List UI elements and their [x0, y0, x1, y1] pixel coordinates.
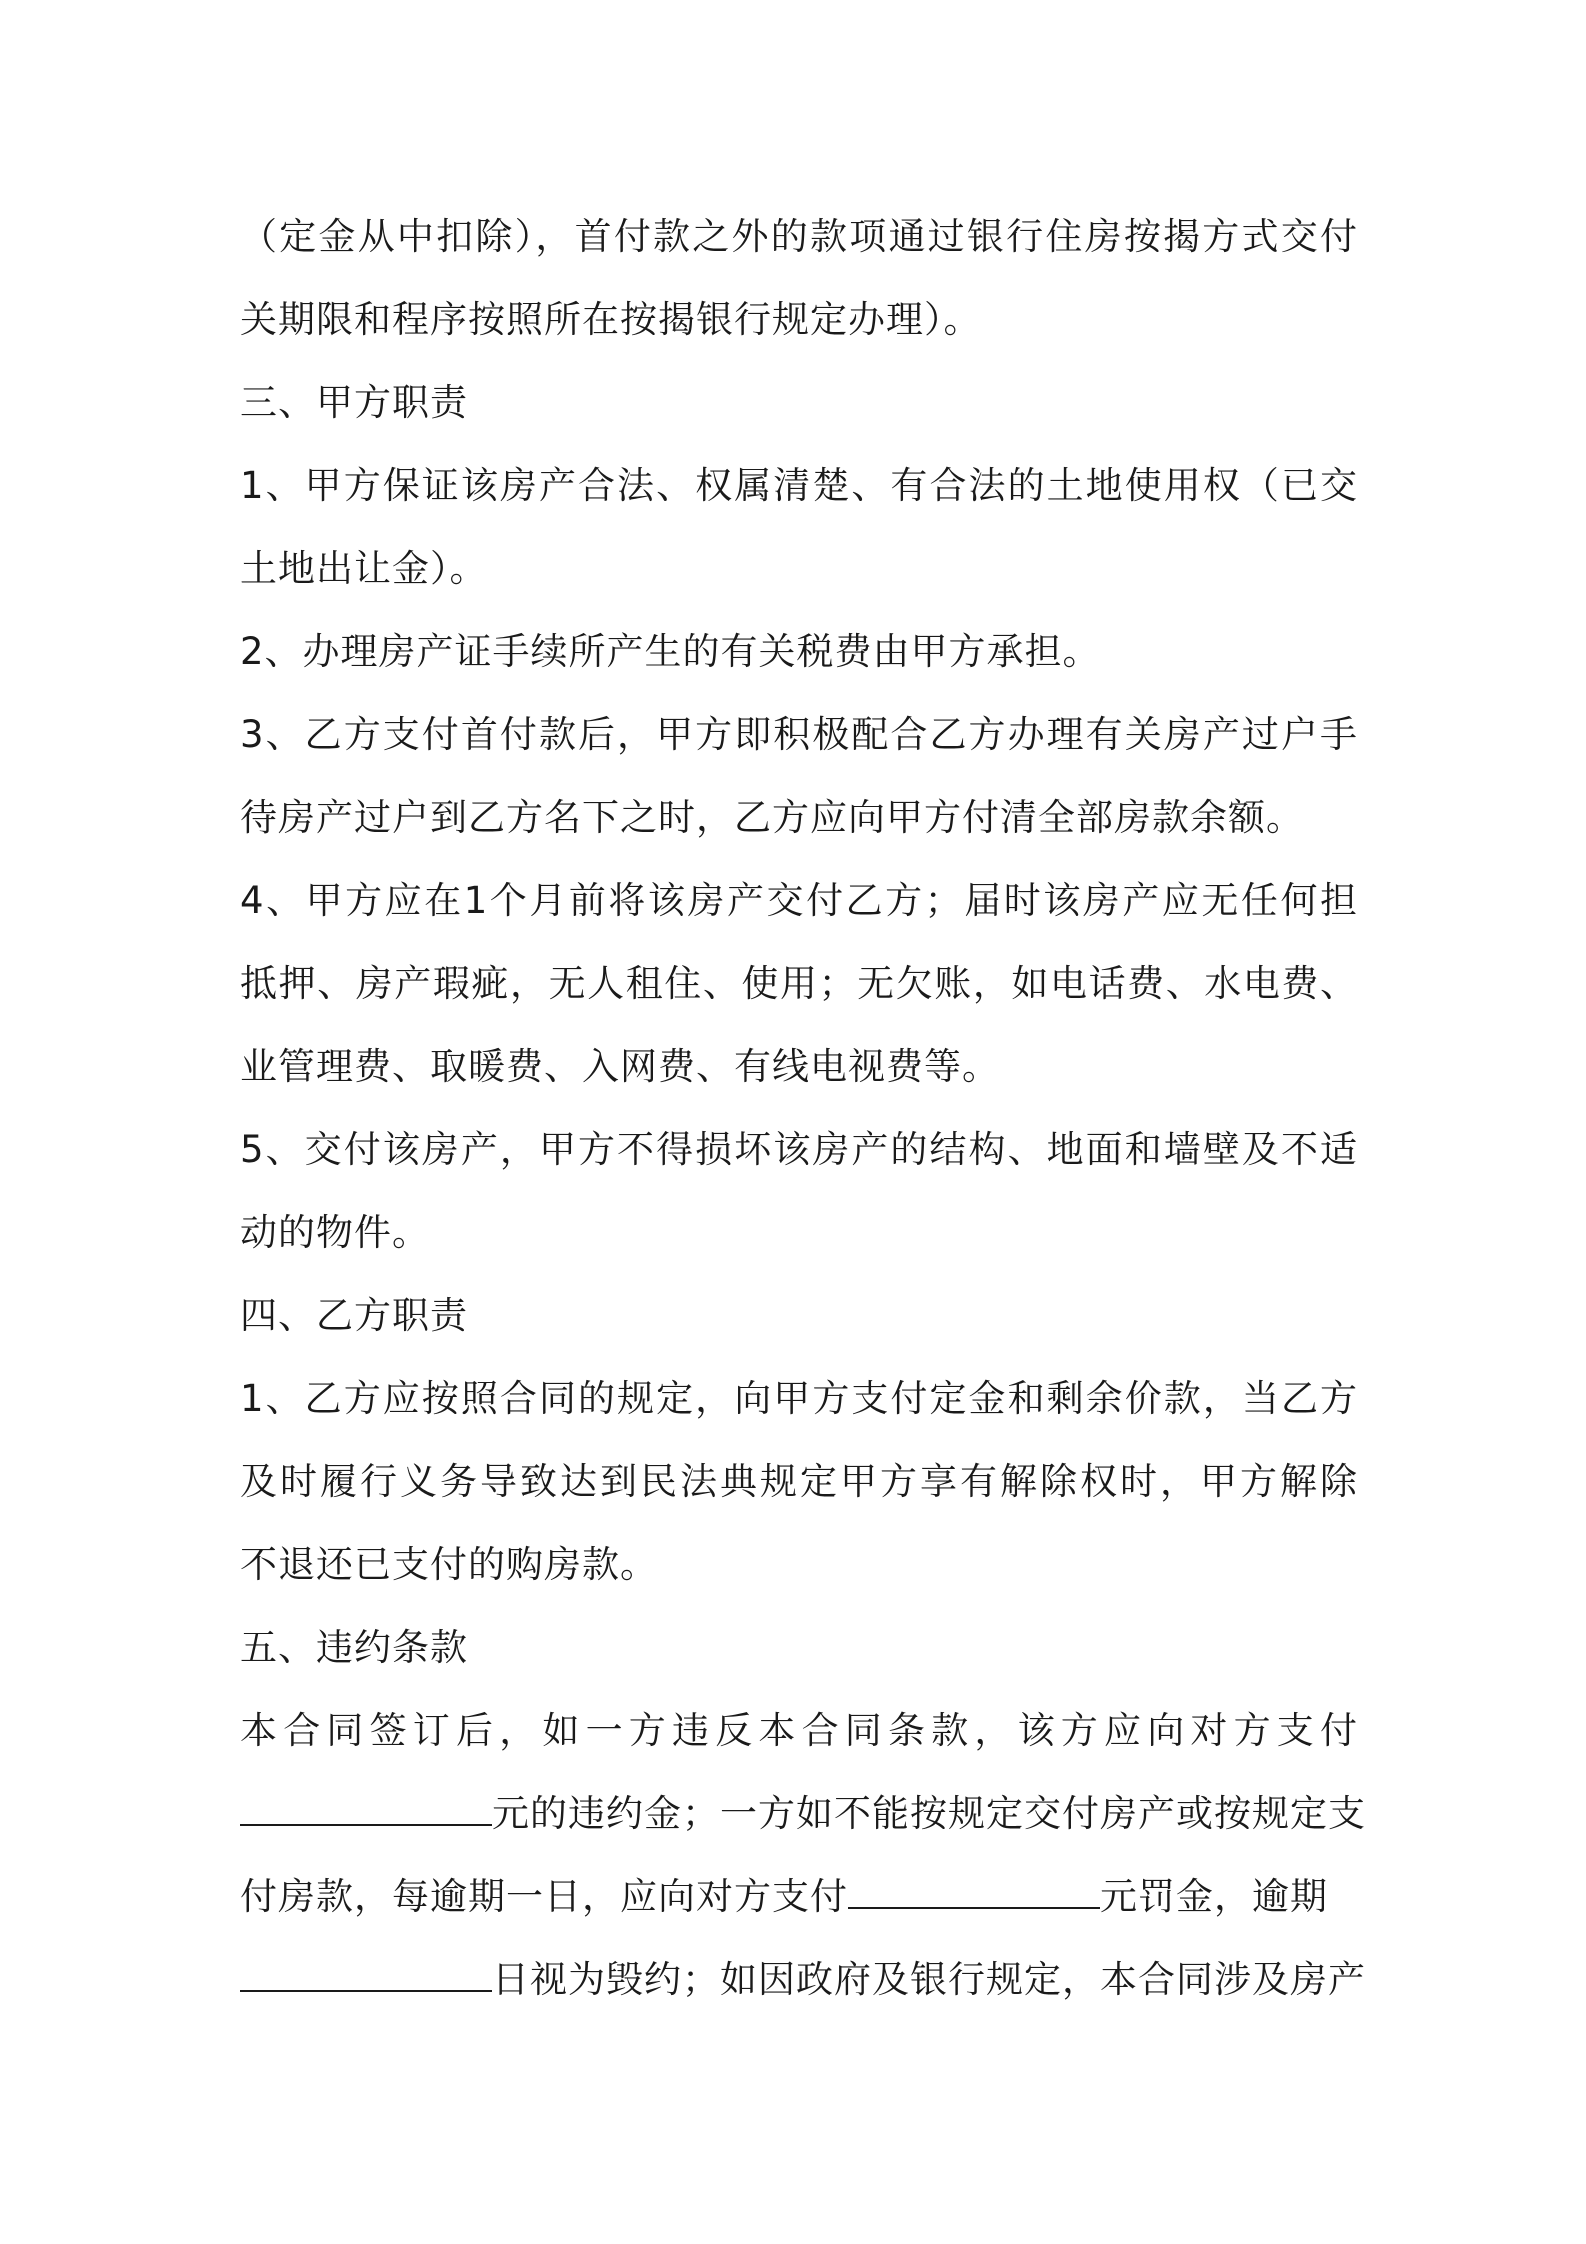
text-line: 动的物件。: [240, 1211, 430, 1254]
text-line: 2、办理房产证手续所产生的有关税费由甲方承担。: [240, 630, 1101, 673]
section-heading: 四、乙方职责: [240, 1294, 468, 1337]
text-line: 业管理费、取暖费、入网费、有线电视费等。: [240, 1045, 1000, 1088]
text-line-with-blank: [240, 1938, 1366, 2021]
text-line: （定金从中扣除），首付款之外的款项通过银行住房按揭方式交付: [240, 215, 1358, 258]
text-segment: 元罚金，逾期: [1100, 1875, 1328, 1918]
text-line-with-blank: [240, 1855, 1358, 1938]
text-line: 抵押、房产瑕疵，无人租住、使用；无欠账，如电话费、水电费、: [240, 962, 1358, 1005]
text-segment: 元的违约金；一方如不能按规定交付房产或按规定支: [492, 1792, 1366, 1835]
text-line-with-blank: [240, 1772, 1366, 1855]
document-page: [240, 195, 1366, 2021]
fill-in-blank[interactable]: [240, 1794, 492, 1826]
section-heading: 五、违约条款: [240, 1626, 468, 1669]
text-line: 关期限和程序按照所在按揭银行规定办理）。: [240, 298, 982, 341]
text-segment: 付房款，每逾期一日，应向对方支付: [240, 1875, 848, 1918]
fill-in-blank[interactable]: [848, 1877, 1100, 1909]
text-line: 待房产过户到乙方名下之时，乙方应向甲方付清全部房款余额。: [240, 796, 1304, 839]
text-segment: 日视为毁约；如因政府及银行规定，本合同涉及房产: [492, 1958, 1366, 2001]
text-line: 土地出让金）。: [240, 547, 488, 590]
text-line: 1、乙方应按照合同的规定，向甲方支付定金和剩余价款，当乙方: [240, 1377, 1358, 1420]
text-line: 及时履行义务导致达到民法典规定甲方享有解除权时，甲方解除: [240, 1460, 1358, 1503]
fill-in-blank[interactable]: [240, 1960, 492, 1992]
text-line: 3、乙方支付首付款后，甲方即积极配合乙方办理有关房产过户手: [240, 713, 1358, 756]
text-line: 4、甲方应在1个月前将该房产交付乙方；届时该房产应无任何担: [240, 879, 1358, 922]
text-line: 本合同签订后，如一方违反本合同条款，该方应向对方支付: [240, 1709, 1358, 1752]
text-line: 1、甲方保证该房产合法、权属清楚、有合法的土地使用权（已交: [240, 464, 1358, 507]
text-line: 5、交付该房产，甲方不得损坏该房产的结构、地面和墙壁及不适: [240, 1128, 1358, 1171]
section-heading: 三、甲方职责: [240, 381, 468, 424]
text-line: 不退还已支付的购房款。: [240, 1543, 658, 1586]
